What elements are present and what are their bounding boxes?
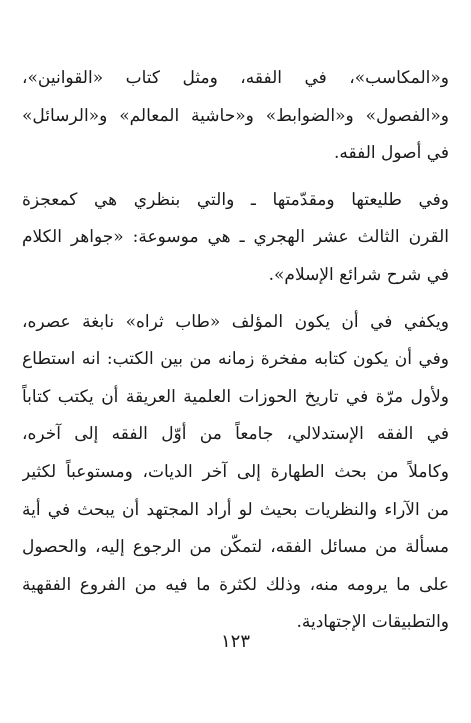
text-line: وكاملاً من بحث الطهارة إلى آخر الديات، ومستوعباً لكثير	[22, 461, 449, 482]
text-line: مسألة من مسائل الفقه، لتمكّن من الرجوع إليه، والحصول	[22, 537, 449, 558]
text-line: ولأول مرّة في تاريخ الحوزات العلمية العريقة أن يكتب كتاباً	[22, 386, 449, 407]
page-number: ١٢٣	[220, 631, 250, 652]
text-line: و«الفصول» و«الضوابط» و«حاشية المعالم» و«الرسائل»	[22, 105, 449, 126]
text-line: في الفقه الإستدلالي، جامعاً من أوّل الفقه إلى آخره،	[22, 424, 449, 445]
text-line: و«المكاسب»، في الفقه، ومثل كتاب «القوانين»،	[22, 68, 449, 88]
text-line: على ما يرومه منه، وذلك لكثرة ما فيه من الفروع الفقهية	[22, 574, 449, 595]
text-line: في أصول الفقه.	[333, 143, 449, 164]
body-text	[22, 60, 449, 642]
text-line: من الآراء والنظريات بحيث لو أراد المجتهد أن يبحث في أية	[22, 499, 449, 520]
text-line: وفي طليعتها ومقدّمتها ـ والتي بنظري هي كمعجزة	[22, 189, 449, 210]
text-line: والتطبيقات الإجتهادية.	[296, 612, 449, 633]
text-line: القرن الثالث عشر الهجري ـ هي موسوعة: «جواهر الكلام	[22, 227, 449, 248]
text-line: في شرح شرائع الإسلام».	[268, 264, 449, 285]
text-line: ويكفي في أن يكون المؤلف «طاب ثراه» نابغة عصره،	[22, 311, 449, 332]
text-line: وفي أن يكون كتابه مفخرة زمانه من بين الكتب: انه استطاع	[22, 349, 449, 370]
